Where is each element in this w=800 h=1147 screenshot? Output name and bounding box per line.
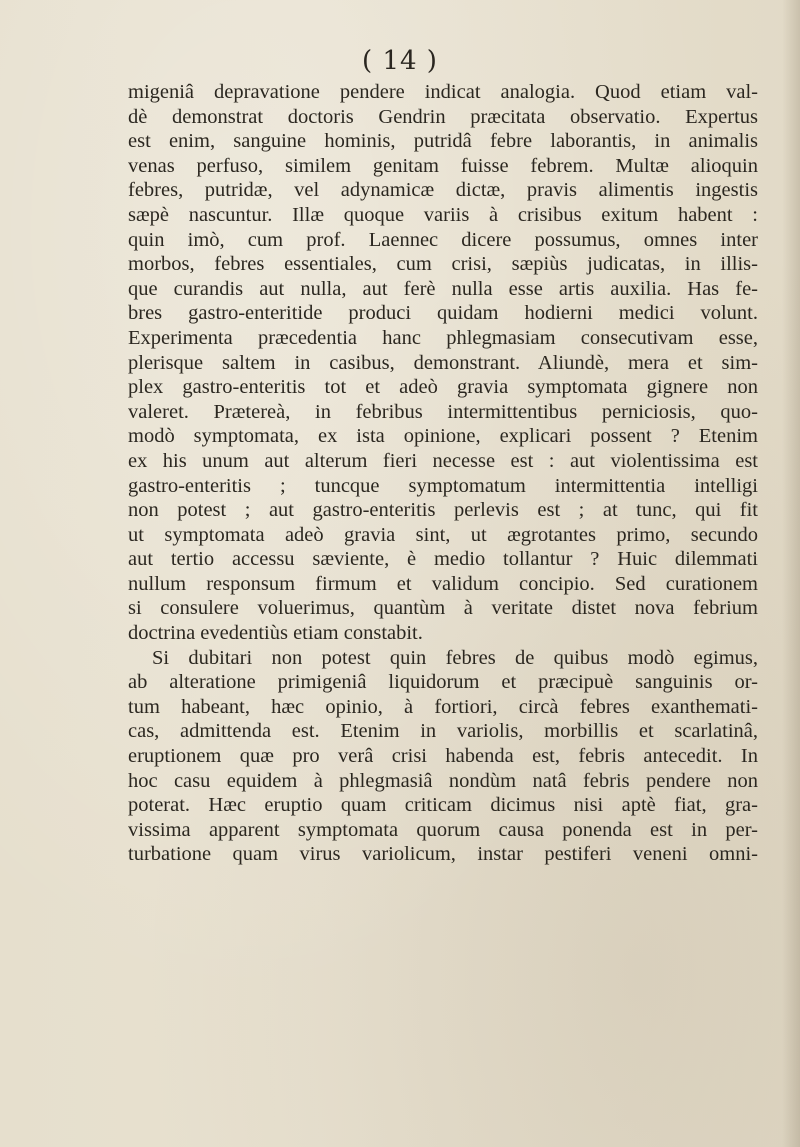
text-line: ut symptomata adeò gravia sint, ut ægrotantes primo, secundo: [128, 523, 758, 546]
paragraph-start-line: Si dubitari non potest quin febres de quibus modò egimus,: [152, 646, 758, 669]
text-line: tum habeant, hæc opinio, à fortiori, circà febres exanthemati-: [128, 695, 758, 718]
body-text: [128, 80, 758, 867]
text-line: poterat. Hæc eruptio quam criticam dicimus nisi aptè fiat, gra-: [128, 794, 758, 817]
text-line: plerisque saltem in casibus, demonstrant. Aliundè, mera et sim-: [128, 351, 758, 374]
text-line: ab alteratione primigeniâ liquidorum et præcipuè sanguinis or-: [128, 671, 758, 694]
text-line: febres, putridæ, vel adynamicæ dictæ, pravis alimentis ingestis: [128, 179, 758, 202]
text-line: vissima apparent symptomata quorum causa ponenda est in per-: [128, 818, 758, 841]
text-line: non potest ; aut gastro-enteritis perlevis est ; at tunc, qui fit: [128, 499, 758, 522]
text-line: eruptionem quæ pro verâ crisi habenda est, febris antecedit. In: [128, 745, 758, 768]
text-line: bres gastro-enteritide produci quidam hodierni medici volunt.: [128, 302, 758, 325]
text-line: dè demonstrat doctoris Gendrin præcitata observatio. Expertus: [128, 105, 758, 128]
text-line: gastro-enteritis ; tuncque symptomatum intermittentia intelligi: [128, 474, 758, 497]
paragraph-end-line: doctrina evedentiùs etiam constabit.: [128, 622, 423, 645]
text-line: quin imò, cum prof. Laennec dicere possumus, omnes inter: [128, 228, 758, 251]
text-line: cas, admittenda est. Etenim in variolis, morbillis et scarlatinâ,: [128, 720, 758, 743]
text-line: modò symptomata, ex ista opinione, explicari possent ? Etenim: [128, 425, 758, 448]
page-number: ( 14 ): [362, 46, 438, 76]
text-line: valeret. Prætereà, in febribus intermittentibus perniciosis, quo-: [128, 400, 758, 423]
text-line: ex his unum aut alterum fieri necesse est : aut violentissima est: [128, 449, 758, 472]
text-line: morbos, febres essentiales, cum crisi, sæpiùs judicatas, in illis-: [128, 253, 758, 276]
text-line: est enim, sanguine hominis, putridâ febre laborantis, in animalis: [128, 130, 758, 153]
text-line: venas perfuso, similem genitam fuisse febrem. Multæ alioquin: [128, 154, 758, 177]
text-line: nullum responsum firmum et validum concipio. Sed curationem: [128, 572, 758, 595]
text-line: Experimenta præcedentia hanc phlegmasiam consecutivam esse,: [128, 326, 758, 349]
text-line: migeniâ depravatione pendere indicat analogia. Quod etiam val-: [128, 81, 758, 103]
text-line: si consulere voluerimus, quantùm à veritate distet nova febrium: [128, 597, 758, 620]
text-line: que curandis aut nulla, aut ferè nulla esse artis auxilia. Has fe-: [128, 277, 758, 300]
text-line: hoc casu equidem à phlegmasiâ nondùm natâ febris pendere non: [128, 769, 758, 792]
text-line: turbatione quam virus variolicum, instar pestiferi veneni omni-: [128, 843, 758, 866]
text-line: sæpè nascuntur. Illæ quoque variis à crisibus exitum habent :: [128, 203, 758, 226]
text-line: plex gastro-enteritis tot et adeò gravia symptomata gignere non: [128, 376, 758, 399]
text-line: aut tertio accessu sæviente, è medio tollantur ? Huic dilemmati: [128, 548, 758, 571]
